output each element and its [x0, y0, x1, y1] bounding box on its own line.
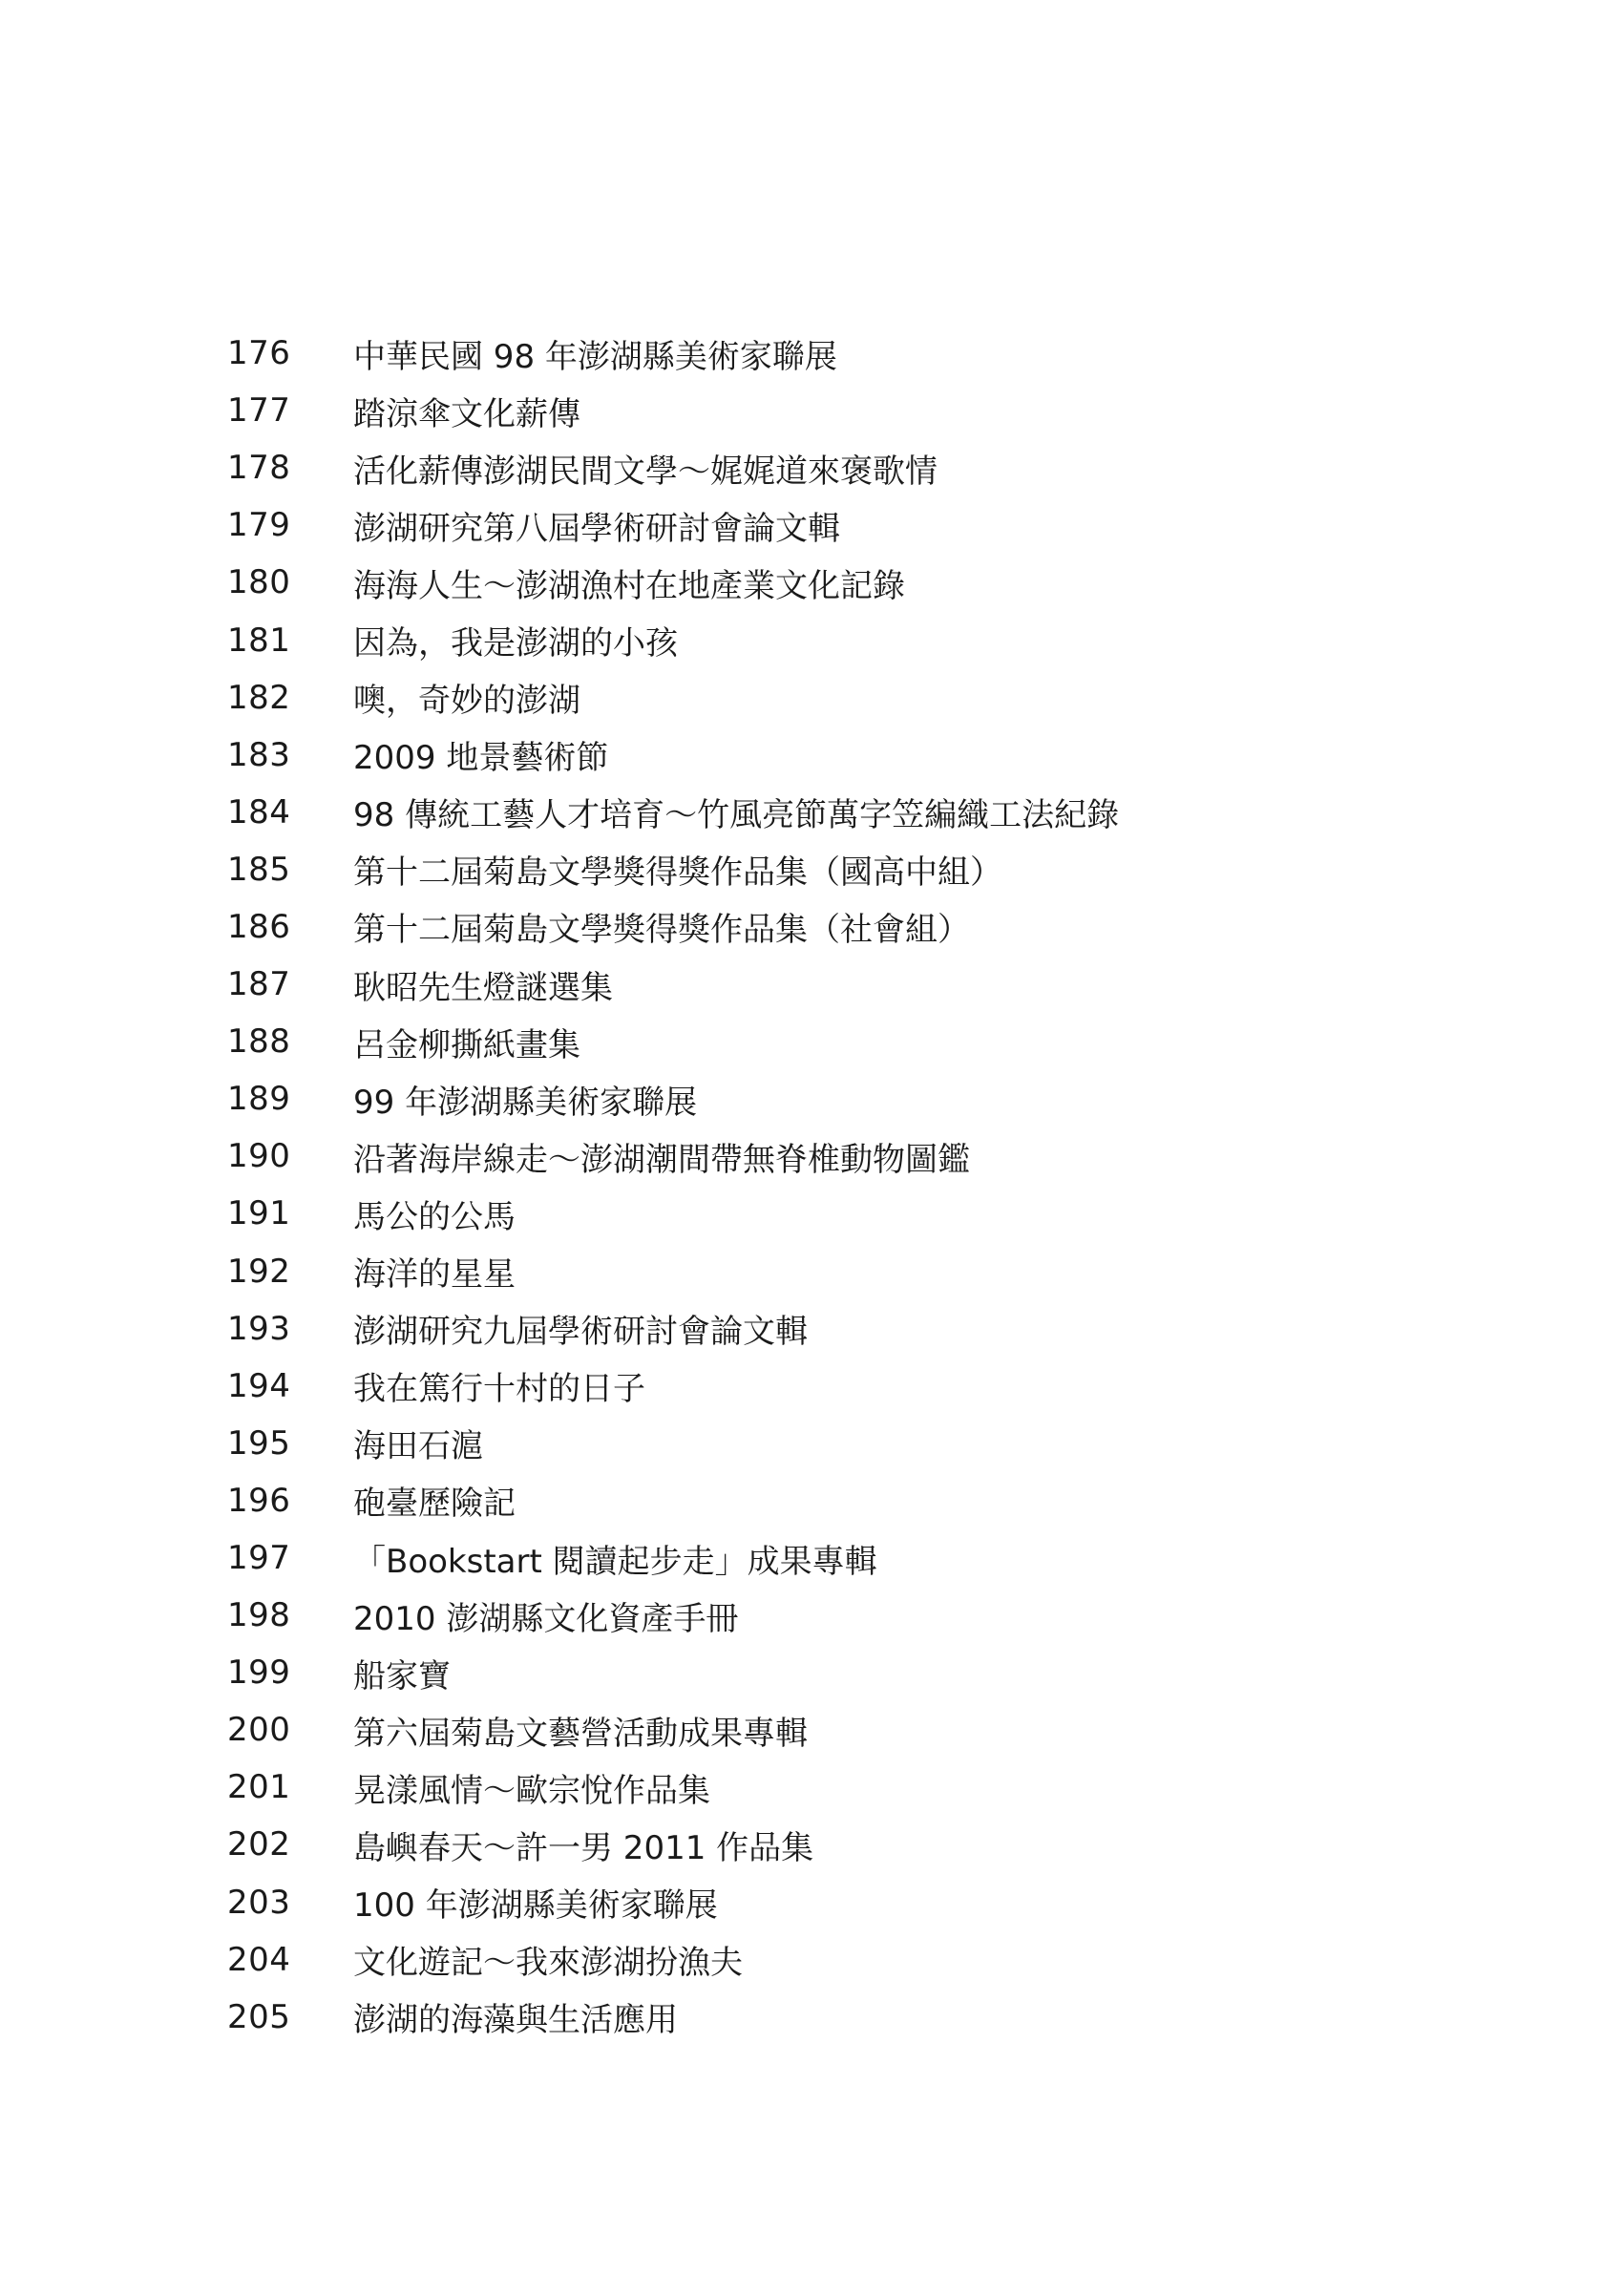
entry-title: 活化薪傳澎湖民間文學～娓娓道來褒歌情	[353, 452, 938, 491]
list-item	[227, 1358, 1468, 1415]
list-item	[227, 1644, 1468, 1701]
entry-title: 耿昭先生燈謎選集	[353, 968, 613, 1007]
entry-title: 99 年澎湖縣美術家聯展	[353, 1083, 698, 1122]
entry-title: 島嶼春天～許一男 2011 作品集	[353, 1828, 814, 1867]
list-item	[227, 669, 1468, 727]
list-item	[227, 496, 1468, 554]
entry-title: 晃漾風情～歐宗悅作品集	[353, 1771, 710, 1810]
list-item	[227, 554, 1468, 611]
entry-number: 179	[227, 506, 291, 545]
entry-number: 205	[227, 1997, 291, 2036]
entry-title: 「Bookstart 閱讀起步走」成果專輯	[353, 1542, 877, 1581]
entry-number: 184	[227, 792, 291, 832]
entry-title: 我在篤行十村的日子	[353, 1370, 645, 1409]
list-item	[227, 841, 1468, 898]
entry-title: 砲臺歷險記	[353, 1485, 516, 1524]
entry-number: 204	[227, 1940, 291, 1979]
entry-number: 201	[227, 1768, 291, 1807]
list-item	[227, 1587, 1468, 1644]
entry-title: 船家寶	[353, 1656, 451, 1696]
list-item	[227, 1529, 1468, 1587]
entry-title: 馬公的公馬	[353, 1197, 516, 1236]
entry-title: 沿著海岸線走～澎湖潮間帶無脊椎動物圖鑑	[353, 1140, 970, 1179]
entry-title: 第十二屆菊島文學獎得獎作品集（社會組）	[353, 911, 970, 950]
entry-title: 中華民國 98 年澎湖縣美術家聯展	[353, 337, 837, 376]
entry-title: 呂金柳撕紙畫集	[353, 1025, 580, 1064]
entry-number: 197	[227, 1539, 291, 1578]
entry-title: 澎湖研究九屆學術研討會論文輯	[353, 1313, 808, 1352]
list-item	[227, 382, 1468, 439]
list-item	[227, 1989, 1468, 2046]
entry-title: 文化遊記～我來澎湖扮漁夫	[353, 1944, 743, 1983]
list-item	[227, 1816, 1468, 1873]
entry-title: 100 年澎湖縣美術家聯展	[353, 1886, 718, 1926]
entry-number: 195	[227, 1423, 291, 1463]
publication-list	[227, 325, 1468, 2046]
list-item	[227, 1300, 1468, 1358]
list-item	[227, 1243, 1468, 1300]
entry-title: 2010 澎湖縣文化資產手冊	[353, 1599, 739, 1638]
list-item	[227, 1701, 1468, 1759]
entry-title: 第十二屆菊島文學獎得獎作品集（國高中組）	[353, 853, 1002, 893]
entry-number: 196	[227, 1481, 291, 1520]
entry-title: 海洋的星星	[353, 1255, 516, 1295]
entry-number: 191	[227, 1194, 291, 1233]
entry-title: 海海人生～澎湖漁村在地產業文化記錄	[353, 566, 905, 605]
list-item	[227, 1874, 1468, 1931]
entry-title: 2009 地景藝術節	[353, 739, 609, 778]
entry-number: 181	[227, 621, 291, 660]
entry-number: 186	[227, 907, 291, 946]
list-item	[227, 1185, 1468, 1242]
entry-number: 187	[227, 965, 291, 1004]
entry-number: 194	[227, 1366, 291, 1405]
list-item	[227, 1127, 1468, 1185]
list-item	[227, 956, 1468, 1013]
list-item	[227, 1759, 1468, 1816]
entry-title: 海田石滬	[353, 1427, 483, 1466]
entry-title: 98 傳統工藝人才培育～竹風亮節萬字笠編織工法紀錄	[353, 796, 1120, 835]
list-item	[227, 1472, 1468, 1529]
entry-number: 189	[227, 1080, 291, 1119]
entry-number: 198	[227, 1596, 291, 1635]
entry-title: 第六屆菊島文藝營活動成果專輯	[353, 1714, 808, 1753]
entry-number: 199	[227, 1654, 291, 1693]
entry-title: 澎湖研究第八屆學術研討會論文輯	[353, 509, 840, 548]
entry-number: 183	[227, 735, 291, 774]
list-item	[227, 1070, 1468, 1127]
list-item	[227, 1013, 1468, 1070]
entry-number: 176	[227, 334, 291, 373]
list-item	[227, 784, 1468, 841]
list-item	[227, 439, 1468, 496]
entry-number: 200	[227, 1711, 291, 1750]
entry-number: 193	[227, 1309, 291, 1348]
list-item	[227, 1415, 1468, 1472]
entry-number: 188	[227, 1022, 291, 1062]
entry-title: 澎湖的海藻與生活應用	[353, 2001, 678, 2040]
entry-number: 180	[227, 563, 291, 602]
entry-title: 踏涼傘文化薪傳	[353, 394, 580, 433]
entry-number: 202	[227, 1825, 291, 1864]
entry-number: 192	[227, 1252, 291, 1291]
entry-title: 噢，奇妙的澎湖	[353, 682, 580, 721]
list-item	[227, 898, 1468, 956]
entry-title: 因為，我是澎湖的小孩	[353, 624, 678, 664]
entry-number: 185	[227, 850, 291, 889]
entry-number: 182	[227, 678, 291, 717]
entry-number: 177	[227, 391, 291, 431]
entry-number: 203	[227, 1883, 291, 1922]
list-item	[227, 727, 1468, 784]
entry-number: 190	[227, 1137, 291, 1176]
list-item	[227, 325, 1468, 382]
entry-number: 178	[227, 449, 291, 488]
list-item	[227, 611, 1468, 668]
list-item	[227, 1931, 1468, 1989]
